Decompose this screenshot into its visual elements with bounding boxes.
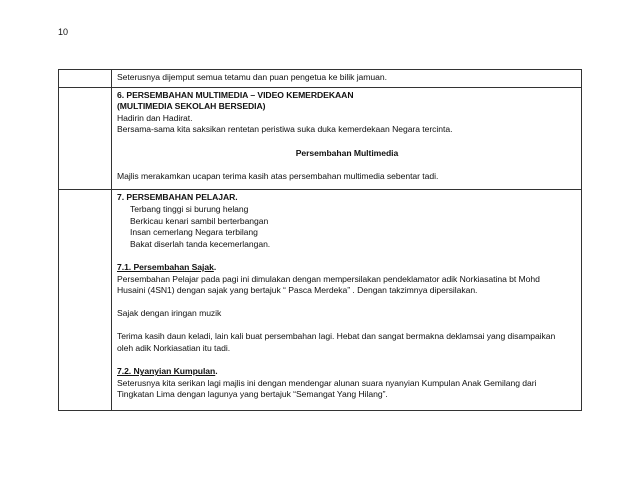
content-cell bbox=[112, 87, 582, 190]
section-heading: 7. PERSEMBAHAN PELAJAR. bbox=[117, 192, 238, 203]
paragraph: Majlis merakamkan ucapan terima kasih atas persembahan multimedia sebentar tadi. bbox=[117, 170, 439, 181]
subsection-heading: 7.1. Persembahan Sajak. bbox=[117, 261, 217, 272]
paragraph: Tingkatan Lima dengan lagunya yang bertajuk “Semangat Yang Hilang”. bbox=[117, 389, 388, 400]
left-column-cell bbox=[59, 87, 112, 190]
section-subheading: (MULTIMEDIA SEKOLAH BERSEDIA) bbox=[117, 101, 266, 112]
paragraph: oleh adik Norkiasatian itu tadi. bbox=[117, 343, 231, 354]
subsection-title: 7.2. Nyanyian Kumpulan bbox=[117, 366, 216, 377]
poem-line: Bakat diserlah tanda kecemerlangan. bbox=[130, 238, 271, 249]
table-row bbox=[59, 70, 582, 88]
paragraph: Terima kasih daun keladi, lain kali buat persembahan lagi. Hebat dan sangat bermakna deklamsai yang disampaikan bbox=[117, 331, 556, 342]
content-cell bbox=[112, 190, 582, 411]
poem-line: Berkicau kenari sambil berterbangan bbox=[130, 215, 269, 226]
program-script-table bbox=[58, 69, 582, 411]
poem-line: Terbang tinggi si burung helang bbox=[130, 203, 249, 214]
subsection-title: 7.1. Persembahan Sajak bbox=[117, 261, 214, 272]
paragraph: Husaini (4SN1) dengan sajak yang bertajuk “ Pasca Merdeka” . Dengan takzimnya dipersilakan. bbox=[117, 285, 478, 296]
paragraph: Seterusnya kita serikan lagi majlis ini dengan mendengar alunan suara nyanyian Kumpulan Anak Gemilang dari bbox=[117, 377, 537, 388]
closing-text: Seterusnya dijemput semua tetamu dan puan pengetua ke bilik jamuan. bbox=[117, 72, 387, 82]
stage-note: Sajak dengan iringan muzik bbox=[117, 308, 222, 319]
left-column-cell bbox=[59, 70, 112, 88]
paragraph: Hadirin dan Hadirat. bbox=[117, 112, 193, 123]
paragraph: Bersama-sama kita saksikan rentetan peristiwa suka duka kemerdekaan Negara tercinta. bbox=[117, 124, 453, 135]
content-cell bbox=[112, 70, 582, 88]
left-column-cell bbox=[59, 190, 112, 411]
table-row bbox=[59, 87, 582, 190]
poem-line: Insan cemerlang Negara terbilang bbox=[130, 227, 258, 238]
paragraph: Persembahan Pelajar pada pagi ini dimulakan dengan mempersilakan pendeklamator adik Norkiasatina bt Mohd bbox=[117, 273, 540, 284]
table-row bbox=[59, 190, 582, 411]
page-number: 10 bbox=[58, 27, 69, 37]
centered-cue: Persembahan Multimedia bbox=[295, 147, 399, 158]
section-heading: 6. PERSEMBAHAN MULTIMEDIA – VIDEO KEMERDEKAAN bbox=[117, 89, 354, 100]
subsection-heading: 7.2. Nyanyian Kumpulan. bbox=[117, 366, 218, 377]
